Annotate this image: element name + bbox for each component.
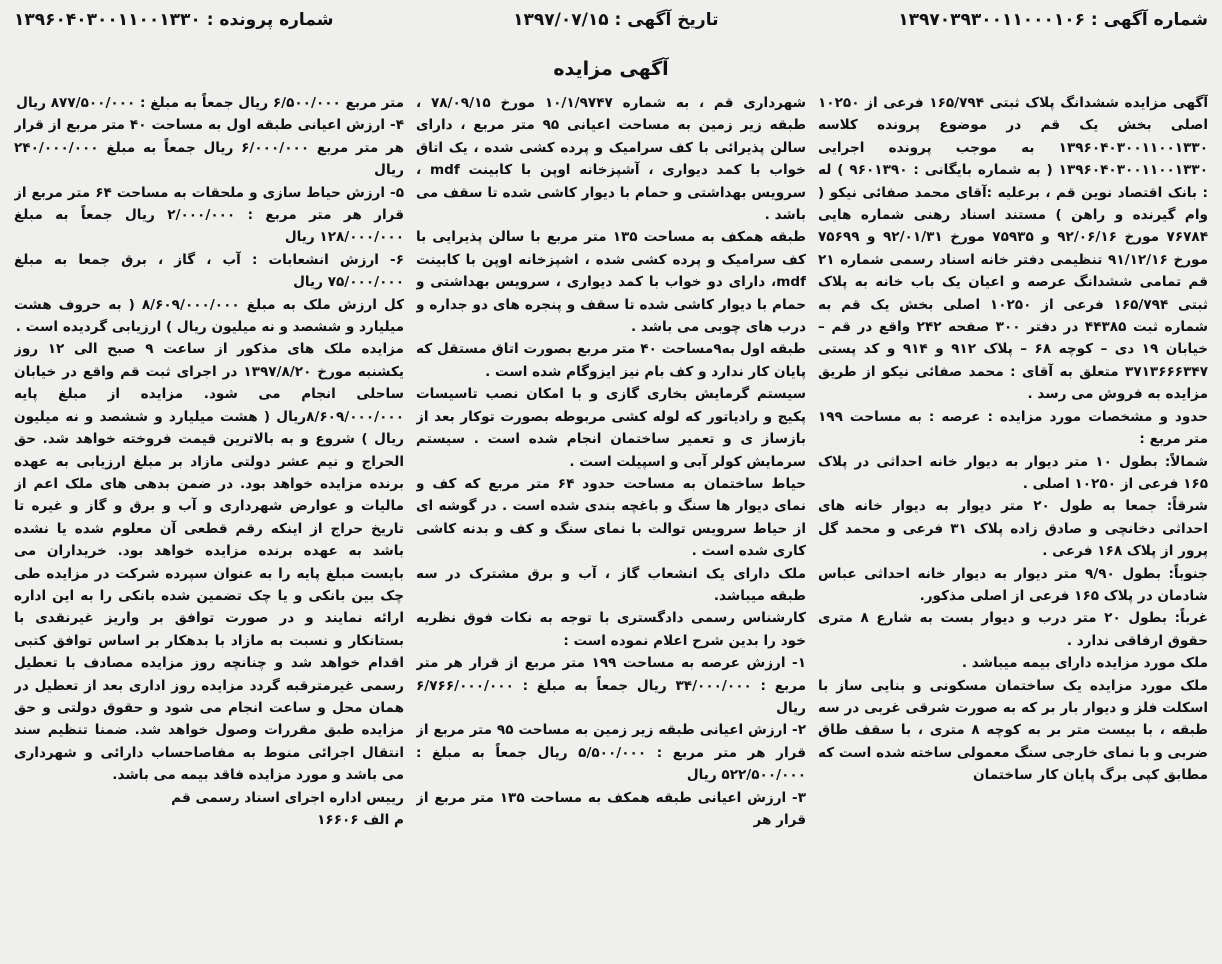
paragraph: شرقاً: جمعا به طول ۲۰ متر دیوار به دیوار خانه های احداثی دخانچی و صادق زاده پلاک ۳۱ فرعی و محمد گل پرور از پلاک ۱۶۸ فرعی . <box>818 498 1208 560</box>
reference-code: م الف ۱۶۶۰۶ <box>317 812 404 828</box>
paragraph: ۳- ارزش اعیانی طبقه همکف به مساحت ۱۳۵ متر مربع از قرار هر <box>416 789 806 828</box>
file-number: شماره پرونده : ۱۳۹۶۰۴۰۳۰۰۱۱۰۰۱۳۳۰ <box>14 10 334 30</box>
column-left <box>14 92 404 952</box>
paragraph: سیستم گرمایش بخاری گازی و با امکان نصب تاسیسات پکیج و رادیاتور که لوله کشی مربوطه بصورت توکار بعد از بازساز ی و تعمیر ساختمان انجام شده است . سیستم سرمایش کولر آبی و اسپیلت است . <box>416 386 806 470</box>
paragraph: مزایده ملک های مذکور از ساعت ۹ صبح الی ۱۲ روز یکشنبه مورخ ۱۳۹۷/۸/۲۰ در اجرای ثبت قم واقع در خیابان ساحلی انجام می شود. مزایده از مبلغ پایه ۸/۶۰۹/۰۰۰/۰۰۰ریال ( هشت میلیارد و ششصد و نه میلیون ریال ) شروع و به بالاترین قیمت فروخته خواهد شد. حق الحراج و نیم عشر دولتی مازاد بر مبلغ ارزیابی به عهده برنده مزایده خواهد بود. در ضمن بدهی های ملک اعم از مالیات و عوارض شهرداری و آب و برق و گاز و غیره تا تاریخ حراج از اینکه رقم قطعی آن معلوم شده یا نشده باشد به عهده برنده مزایده خواهد بود. خریداران می بایست مبلغ پایه را به عنوان سپرده شرکت در مزایده طی چک بین بانکی و یا چک تضمین شده بانکی را به این اداره ارائه نمایند و در صورت توافق بر واریز غیرنقدی با بستانکار و نسبت به مازاد با بدهکار بر اساس توافق کتبی اقدام خواهد شد و چنانچه روز مزایده مصادف با تعطیل رسمی غیرمترقبه گردد مزایده روز اداری بعد از تعطیل در همان محل و ساعت انجام می شود و حقوق دولتی و حق مزایده طبق مقررات وصول خواهد شد. ضمنا تنظیم سند انتقال اجرائی منوط به مفاصاحساب دارائی و شهرداری می باشد و مورد مزایده فاقد بیمه می باشد. <box>14 341 404 784</box>
ad-number: شماره آگهی : ۱۳۹۷۰۳۹۳۰۰۱۱۰۰۰۱۰۶ <box>898 10 1208 30</box>
paragraph: ۴- ارزش اعیانی طبقه اول به مساحت ۴۰ متر مربع از قرار هر متر مربع ۶/۰۰۰/۰۰۰ ریال جمعاً به مبلغ ۲۴۰/۰۰۰/۰۰۰ ریال <box>14 117 404 179</box>
column-right <box>818 92 1208 952</box>
ad-title: آگهی مزایده <box>553 58 669 80</box>
paragraph: آگهی مزایده ششدانگ پلاک ثبتی ۱۶۵/۷۹۴ فرعی از ۱۰۲۵۰ اصلی بخش یک قم در موضوع پرونده کلاسه ۱۳۹۶۰۴۰۳۰۰۱۱۰۰۱۳۳۰ به موجب پرونده اجرایی ۱۳۹۶۰۴۰۳۰۰۱۱۰۰۱۳۳۰ ( به شماره بایگانی : ۹۶۰۱۳۹۰ ) له : بانک اقتصاد نوین قم ، برعلیه :آقای محمد صفائی نیکو ( وام گیرنده و راهن ) مستند اسناد رهنی شماره هایی ۷۶۷۸۴ مورخ ۹۲/۰۶/۱۶ و ۷۵۹۳۵ مورخ ۹۲/۰۱/۳۱ و ۷۵۶۹۹ مورخ ۹۱/۱۲/۱۶ تنظیمی دفتر خانه اسناد رسمی شماره ۲۱ قم تمامی ششدانگ عرصه و اعیان یک باب خانه به پلاک ثبتی ۱۶۵/۷۹۴ فرعی از ۱۰۲۵۰ اصلی بخش یک قم به شماره ثبت ۴۴۳۸۵ در دفتر ۳۰۰ صفحه ۲۴۲ واقع در قم – خیابان ۱۹ دی – کوچه ۶۸ – پلاک ۹۱۲ و ۹۱۴ و کد پستی ۳۷۱۳۶۶۶۳۴۷ متعلق به آقای : محمد صفائی نیکو از طریق مزایده به فروش می رسد . <box>818 95 1208 403</box>
paragraph: ۶- ارزش انشعابات : آب ، گاز ، برق جمعا به مبلغ ۷۵/۰۰۰/۰۰۰ ریال <box>14 251 404 291</box>
paragraph: حدود و مشخصات مورد مزایده : عرصه : به مساحت ۱۹۹ متر مربع : <box>818 408 1208 448</box>
ad-columns <box>14 92 1208 952</box>
paragraph: جنوباً: بطول ۹/۹۰ متر دیوار به دیوار خانه احداثی عباس شادمان در پلاک ۱۶۵ فرعی از اصلی مذکور. <box>818 565 1208 604</box>
paragraph: ملک مورد مزایده دارای بیمه میباشد . <box>961 655 1208 672</box>
paragraph: طبقه اول به۹مساحت ۴۰ متر مربع بصورت اتاق مستقل که پایان کار ندارد و کف بام نیز ایزوگام شده است . <box>416 341 806 380</box>
paragraph: غرباً: بطول ۲۰ متر درب و دیوار بست به شارع ۸ متری حقوق ارفاقی ندارد . <box>818 610 1208 649</box>
paragraph: شهرداری قم ، به شماره ۱۰/۱/۹۷۴۷ مورخ ۷۸/۰۹/۱۵ ، طبقه زیر زمین به مساحت اعیانی ۹۵ متر مربع ، دارای سالن پذیرائی با کف سرامیک و پرده کشی شده ، یک اتاق خواب با کمد دیواری ، آشپزخانه اوپن با کابینت mdf ، سرویس بهداشتی و حمام با دیوار کاشی شده تا سقف می باشد . <box>416 95 806 224</box>
signature-line: رییس اداره اجرای اسناد رسمی قم <box>171 789 404 806</box>
paragraph: ۵- ارزش حیاط سازی و ملحقات به مساحت ۶۴ متر مربع از قرار هر متر مربع : ۲/۰۰۰/۰۰۰ ریال جمعاً به مبلغ ۱۲۸/۰۰۰/۰۰۰ ریال <box>14 184 404 246</box>
paragraph: ملک دارای یک انشعاب گاز ، آب و برق مشترک در سه طبقه میباشد. <box>416 565 806 604</box>
paragraph: طبقه همکف به مساحت ۱۳۵ متر مربع با سالن پذیرایی با کف سرامیک و پرده کشی شده ، اشپزخانه اوپن با کابینت mdf، دارای دو خواب با کمد دیواری ، سرویس بهداشتی و حمام با دیوار کاشی شده تا سقف و پنجره های دو جداره و درب های چوبی می باشد . <box>416 229 806 336</box>
paragraph: شمالاً: بطول ۱۰ متر دیوار به دیوار خانه احداثی در پلاک ۱۶۵ فرعی از ۱۰۲۵۰ اصلی . <box>818 453 1208 492</box>
paragraph: ملک مورد مزایده یک ساختمان مسکونی و بنایی ساز با اسکلت فلز و دیوار بار بر که به صورت شرقی غربی در سه طبقه ، با بیست متر بر به کوچه ۸ متری ، با سقف طاق ضربی و با نمای خارجی سنگ معمولی ساخته شده است که مطابق کپی برگ پایان کار ساختمان <box>818 677 1208 784</box>
ad-header <box>14 10 1208 40</box>
paragraph: ۱- ارزش عرصه به مساحت ۱۹۹ متر مربع از قرار هر متر مربع : ۳۴/۰۰۰/۰۰۰ ریال جمعاً به مبلغ : ۶/۷۶۶/۰۰۰/۰۰۰ ریال <box>416 655 806 716</box>
paragraph: کل ارزش ملک به مبلغ ۸/۶۰۹/۰۰۰/۰۰۰ ( به حروف هشت میلیارد و ششصد و نه میلیون ریال ) ارزیابی گردیده است . <box>14 296 404 336</box>
paragraph: متر مربع ۶/۵۰۰/۰۰۰ ریال جمعاً به مبلغ : ۸۷۷/۵۰۰/۰۰۰ ریال <box>16 95 404 111</box>
paragraph: ۲- ارزش اعیانی طبقه زیر زمین به مساحت ۹۵ متر مربع از قرار هر متر مربع : ۵/۵۰۰/۰۰۰ ریال جمعاً به مبلغ : ۵۲۲/۵۰۰/۰۰۰ ریال <box>416 722 806 784</box>
paragraph: حیاط ساختمان به مساحت حدود ۶۴ متر مربع که کف و نمای دیوار ها سنگ و باغچه بندی شده است . در گوشه ای از حیاط سرویس توالت با نمای سنگ و کف و بدنه کاشی کاری شده است . <box>416 475 806 560</box>
paragraph: کارشناس رسمی دادگستری با توجه به نکات فوق نظریه خود را بدین شرح اعلام نموده است : <box>416 610 806 649</box>
ad-date: تاریخ آگهی : ۱۳۹۷/۰۷/۱۵ <box>513 10 719 30</box>
column-middle <box>416 92 806 952</box>
